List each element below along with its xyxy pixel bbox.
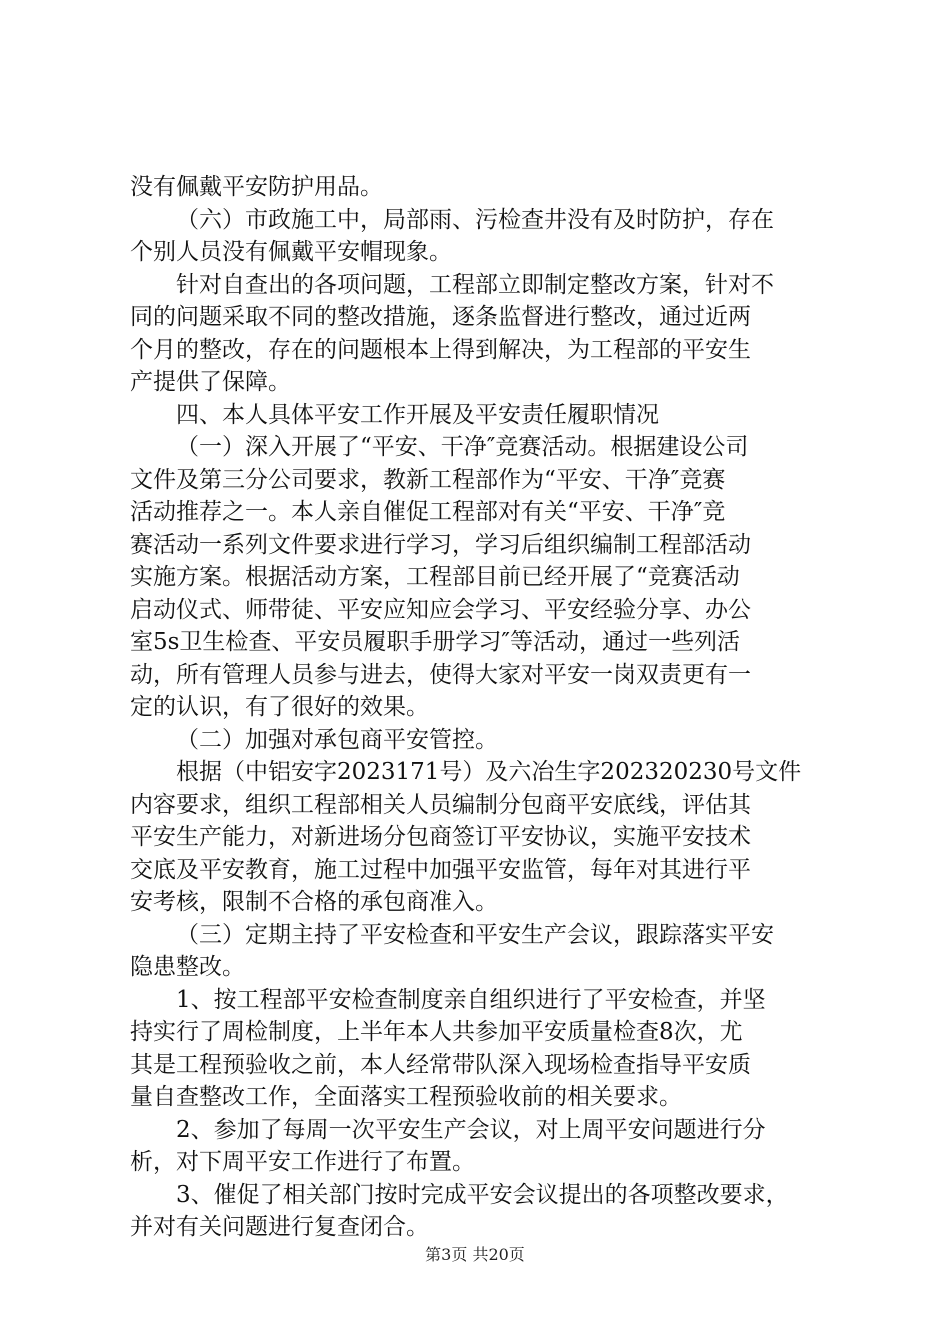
text-line: 根据（中铝安字2023171号）及六冶生字202320230号文件 — [176, 759, 802, 785]
text-line: 个月的整改，存在的问题根本上得到解决，为工程部的平安生 — [130, 336, 751, 363]
text-line: 四、本人具体平安工作开展及平安责任履职情况 — [176, 401, 659, 428]
page-footer: 第3页 共20页 — [425, 1245, 525, 1264]
text-line: 活动推荐之一。本人亲自催促工程部对有关“平安、干净″竞 — [130, 499, 726, 525]
text-line: （三）定期主持了平安检查和平安生产会议，跟踪落实平安 — [176, 921, 774, 948]
text-line: 量自查整改工作，全面落实工程预验收前的相关要求。 — [130, 1084, 682, 1110]
text-line: 隐患整改。 — [130, 954, 245, 980]
text-line: 没有佩戴平安防护用品。 — [130, 174, 383, 200]
text-line: 析，对下周平安工作进行了布置。 — [130, 1149, 475, 1175]
text-line: 室5s卫生检查、平安员履职手册学习″等活动，通过一些列活 — [130, 629, 741, 655]
text-line: 定的认识，有了很好的效果。 — [130, 694, 429, 720]
text-line: 个别人员没有佩戴平安帽现象。 — [130, 239, 452, 265]
text-line: 1、按工程部平安检查制度亲自组织进行了平安检查，并坚 — [176, 986, 766, 1013]
text-line: 交底及平安教育，施工过程中加强平安监管，每年对其进行平 — [130, 856, 751, 883]
text-line: 安考核，限制不合格的承包商准入。 — [130, 889, 498, 915]
text-line: 实施方案。根据活动方案，工程部目前已经开展了“竞赛活动 — [130, 564, 740, 590]
text-line: 针对自查出的各项问题，工程部立即制定整改方案，针对不 — [176, 271, 774, 298]
text-line: 动，所有管理人员参与进去，使得大家对平安一岗双责更有一 — [130, 661, 751, 688]
text-line: 启动仪式、师带徒、平安应知应会学习、平安经验分享、办公 — [130, 596, 751, 623]
text-line: 内容要求，组织工程部相关人员编制分包商平安底线，评估其 — [130, 791, 751, 818]
text-line: 并对有关问题进行复查闭合。 — [130, 1214, 429, 1240]
text-line: 赛活动一系列文件要求进行学习，学习后组织编制工程部活动 — [130, 531, 751, 558]
text-line: 同的问题采取不同的整改措施，逐条监督进行整改，通过近两 — [130, 304, 751, 330]
text-line: 3、催促了相关部门按时完成平安会议提出的各项整改要求， — [176, 1181, 789, 1208]
text-line: 文件及第三分公司要求，教新工程部作为“平安、干净″竞赛 — [130, 466, 726, 493]
text-line: （一）深入开展了“平安、干净″竞赛活动。根据建设公司 — [176, 434, 749, 460]
text-line: （六）市政施工中，局部雨、污检查井没有及时防护，存在 — [176, 206, 774, 233]
text-line: 持实行了周检制度，上半年本人共参加平安质量检查8次，尤 — [130, 1019, 743, 1045]
text-line: （二）加强对承包商平安管控。 — [176, 726, 498, 753]
text-line: 产提供了保障。 — [130, 369, 291, 395]
text-line: 2、参加了每周一次平安生产会议，对上周平安问题进行分 — [176, 1116, 766, 1143]
text-line: 其是工程预验收之前，本人经常带队深入现场检查指导平安质 — [130, 1051, 751, 1078]
document-body — [130, 171, 835, 1244]
text-line: 平安生产能力，对新进场分包商签订平安协议，实施平安技术 — [130, 824, 751, 850]
